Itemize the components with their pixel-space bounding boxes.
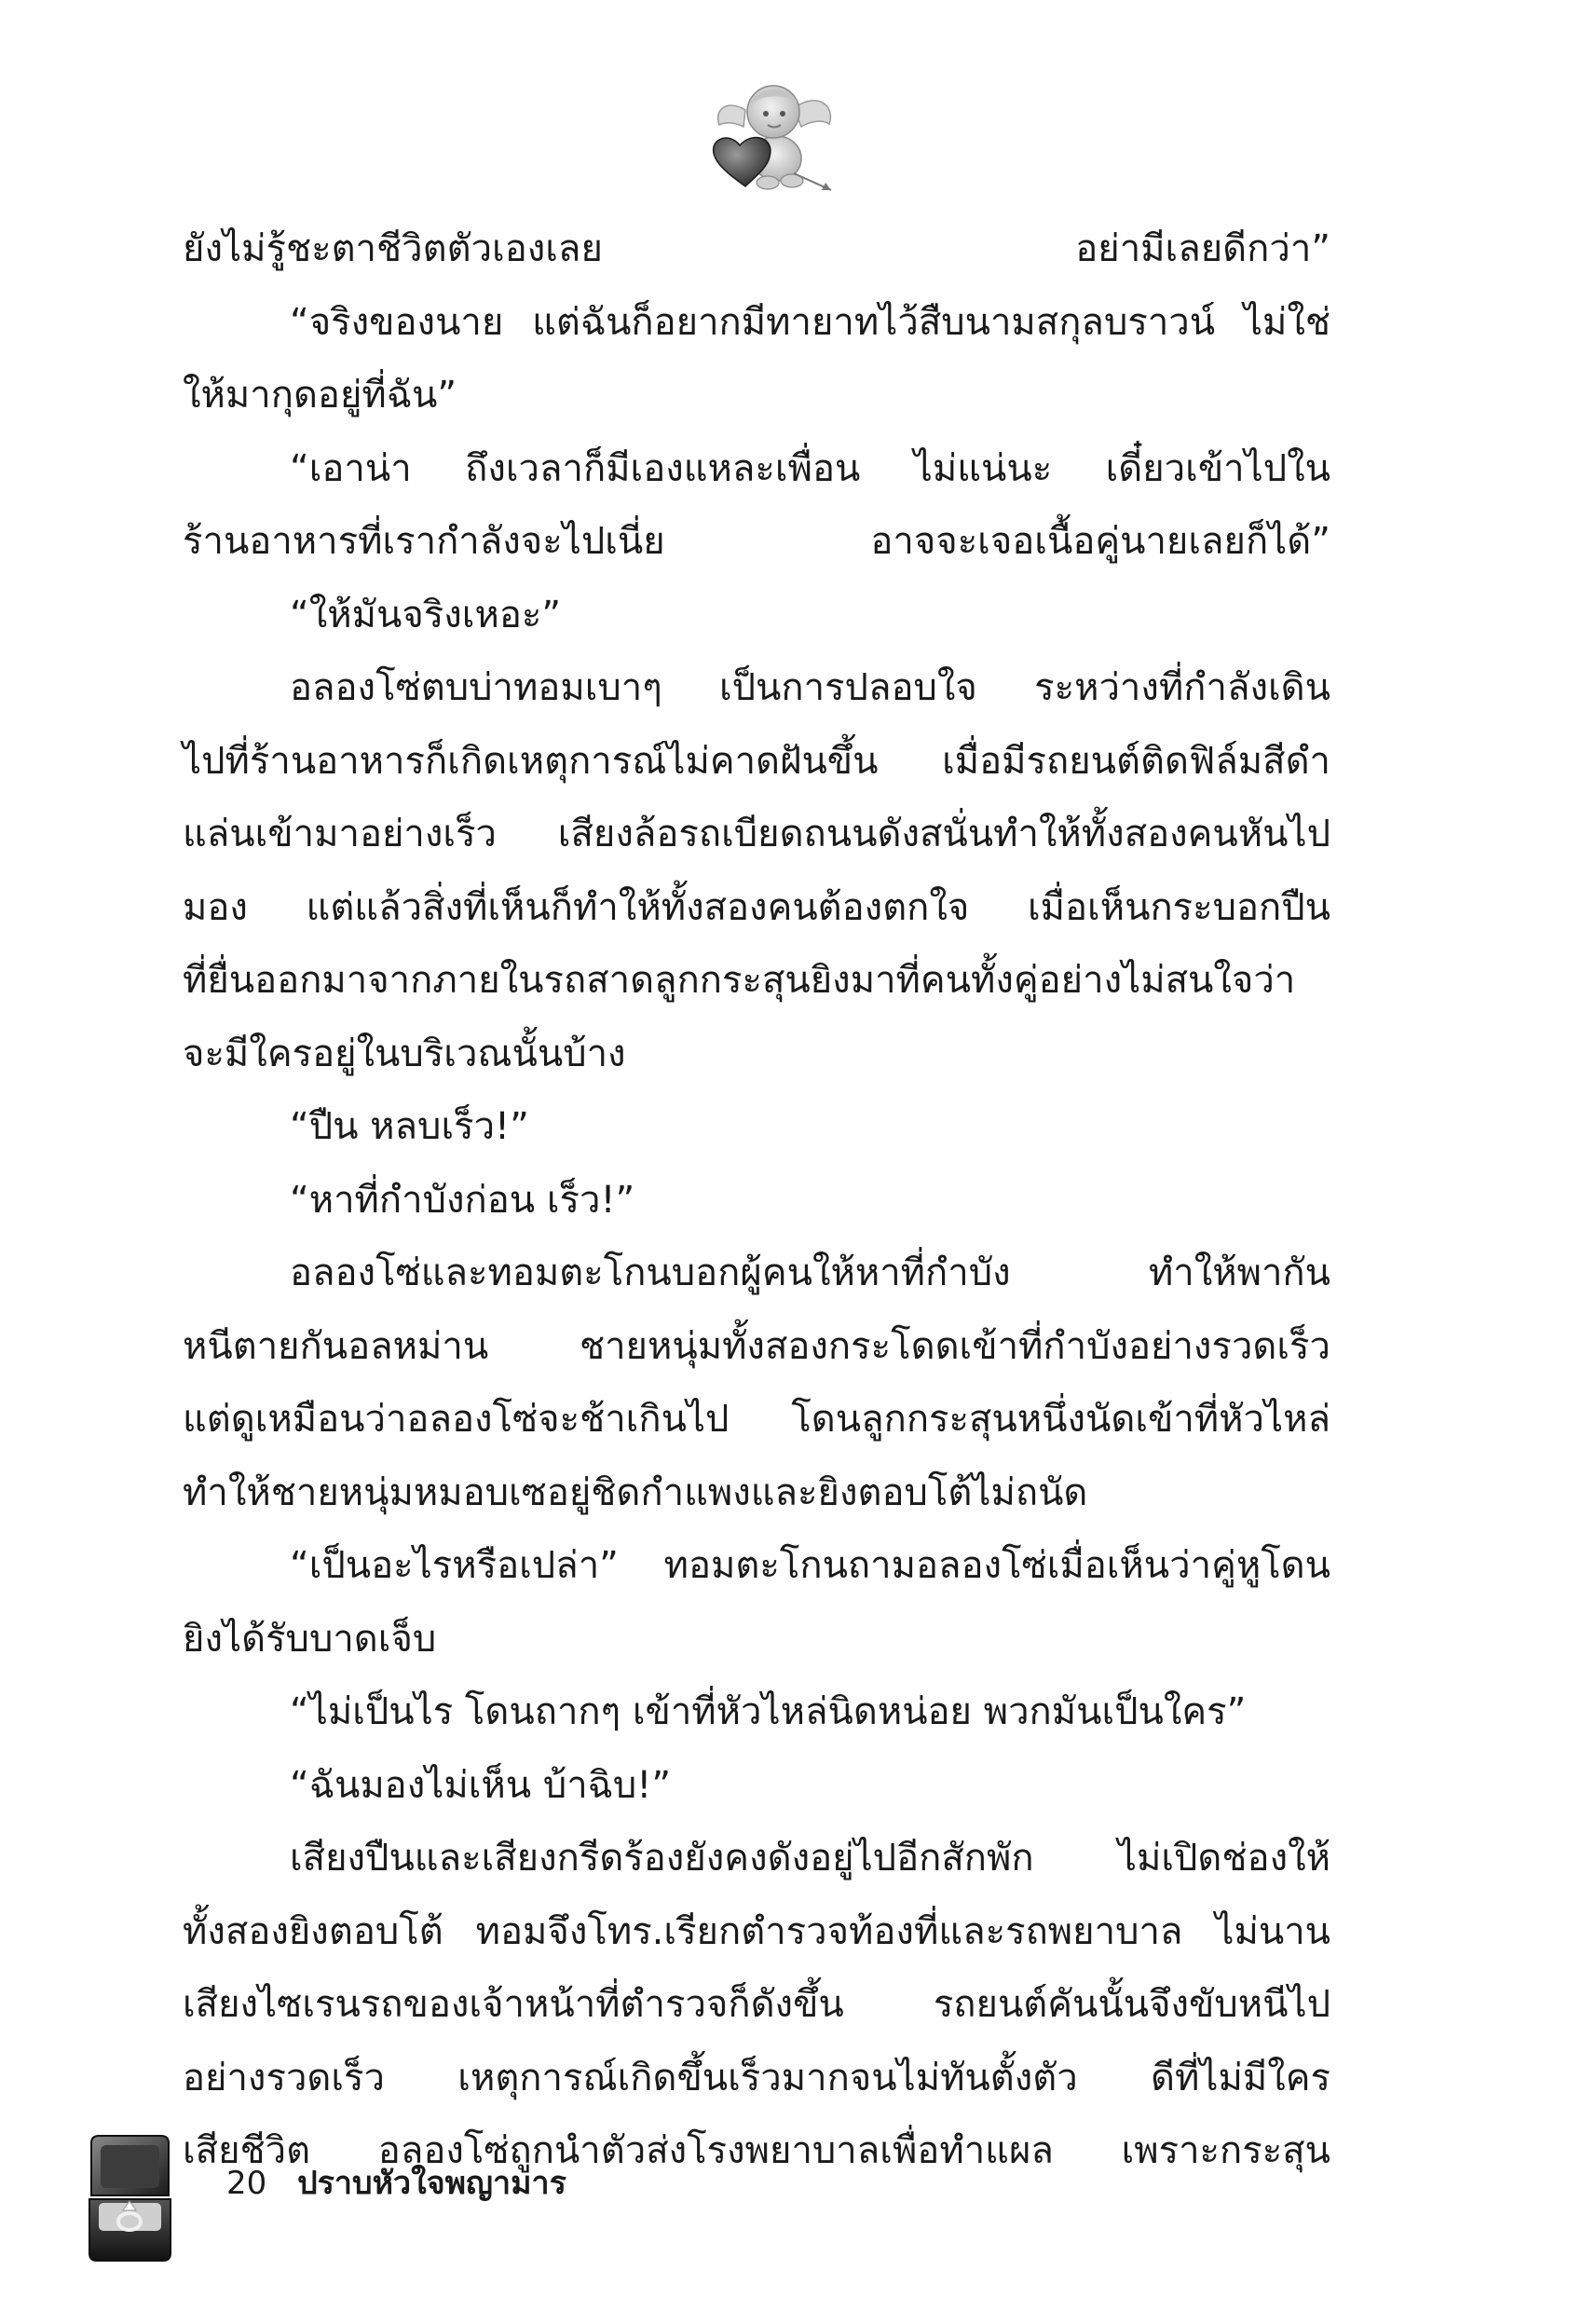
text-line: “จริงของนาย แต่ฉันก็อยากมีทายาทไว้สืบนามสกุลบราวน์ ไม่ใช่: [290, 300, 1330, 344]
text-line: หนีตายกันอลหม่าน ชายหนุ่มทั้งสองกระโดดเข้าที่กำบังอย่างรวดเร็ว: [183, 1324, 1330, 1368]
text-line: ให้มากุดอยู่ที่ฉัน”: [183, 374, 457, 417]
text-line: ที่ยื่นออกมาจากภายในรถสาดลูกกระสุนยิงมาที่คนทั้งคู่อย่างไม่สนใจว่า: [183, 959, 1296, 1002]
ring-box-icon: [86, 2134, 174, 2264]
page-footer: [226, 2155, 566, 2211]
text-line: มอง แต่แล้วสิ่งที่เห็นก็ทำให้ทั้งสองคนต้องตกใจ เมื่อเห็นกระบอกปืน: [183, 885, 1330, 929]
book-title: ปราบหัวใจพญามาร: [297, 2165, 566, 2202]
text-line: ร้านอาหารที่เรากำลังจะไปเนี่ย อาจจะเจอเนื้อคู่นายเลยก็ได้”: [183, 520, 1330, 563]
text-line: อลองโซ่ตบบ่าทอมเบาๆ เป็นการปลอบใจ ระหว่างที่กำลังเดิน: [290, 666, 1330, 709]
text-line: อย่างรวดเร็ว เหตุการณ์เกิดขึ้นเร็วมากจนไม่ทันตั้งตัว ดีที่ไม่มีใคร: [183, 2056, 1330, 2099]
cupid-heart-icon: [701, 73, 840, 194]
text-line: แต่ดูเหมือนว่าอลองโซ่จะช้าเกินไป โดนลูกกระสุนหนึ่งนัดเข้าที่หัวไหล่: [183, 1398, 1330, 1441]
text-line: ทำให้ชายหนุ่มหมอบเซอยู่ชิดกำแพงและยิงตอบโต้ไม่ถนัด: [183, 1470, 1088, 1514]
text-line: “หาที่กำบังก่อน เร็ว!”: [290, 1178, 635, 1222]
text-line: “ฉันมองไม่เห็น บ้าฉิบ!”: [290, 1763, 672, 1807]
text-line: ยังไม่รู้ชะตาชีวิตตัวเองเลย อย่ามีเลยดีกว่า”: [183, 227, 1330, 270]
text-line: “ให้มันจริงเหอะ”: [290, 593, 562, 636]
text-line: “ปืน หลบเร็ว!”: [290, 1105, 529, 1148]
body-text: [183, 212, 1330, 2188]
text-line: แล่นเข้ามาอย่างเร็ว เสียงล้อรถเบียดถนนดังสนั่นทำให้ทั้งสองคนหันไป: [183, 813, 1330, 855]
text-line: เสียงไซเรนรถของเจ้าหน้าที่ตำรวจก็ดังขึ้น รถยนต์คันนั้นจึงขับหนีไป: [183, 1983, 1330, 2026]
text-line: “เป็นอะไรหรือเปล่า” ทอมตะโกนถามอลองโซ่เมื่อเห็นว่าคู่หูโดน: [290, 1544, 1330, 1587]
text-line: จะมีใครอยู่ในบริเวณนั้นบ้าง: [183, 1032, 626, 1075]
text-line: “เอาน่า ถึงเวลาก็มีเองแหละเพื่อน ไม่แน่นะ เดี๋ยวเข้าไปใน: [290, 446, 1330, 490]
text-line: ทั้งสองยิงตอบโต้ ทอมจึงโทร.เรียกตำรวจท้องที่และรถพยาบาล ไม่นาน: [183, 1909, 1330, 1953]
text-line: ไปที่ร้านอาหารก็เกิดเหตุการณ์ไม่คาดฝันขึ้น เมื่อมีรถยนต์ติดฟิล์มสีดำ: [183, 739, 1330, 783]
text-line: “ไม่เป็นไร โดนถากๆ เข้าที่หัวไหล่นิดหน่อย พวกมันเป็นใคร”: [290, 1690, 1247, 1733]
text-line: เสียงปืนและเสียงกรีดร้องยังคงดังอยู่ไปอีกสักพัก ไม่เปิดช่องให้: [290, 1837, 1330, 1880]
page-number: 20: [226, 2165, 267, 2202]
text-line: อลองโซ่และทอมตะโกนบอกผู้คนให้หาที่กำบัง ทำให้พากัน: [290, 1251, 1330, 1294]
text-line: ยิงได้รับบาดเจ็บ: [183, 1617, 437, 1661]
text-line: เสียชีวิต อลองโซ่ถูกนำตัวส่งโรงพยาบาลเพื่อทำแผล เพราะกระสุน: [183, 2129, 1330, 2172]
